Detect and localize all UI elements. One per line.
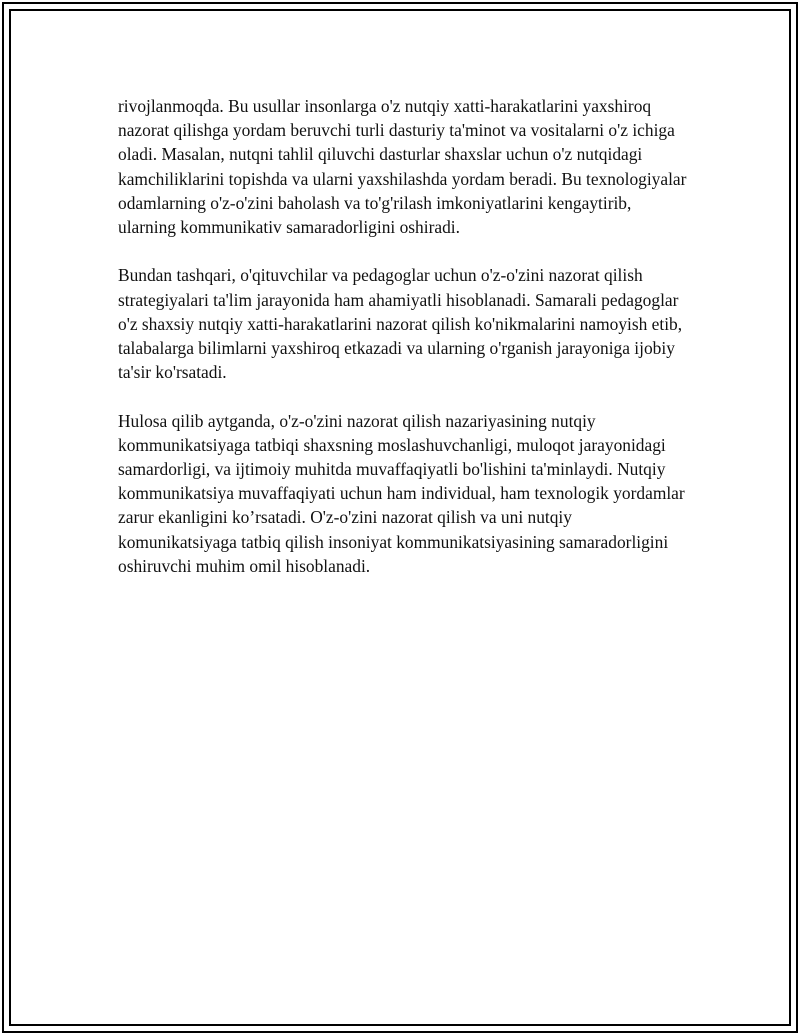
paragraph-3: Hulosa qilib aytganda, o'z-o'zini nazorat qilish nazariyasining nutqiy kommunikatsiyaga tatbiqi shaxsning moslashuvchanligi, muloqot jarayonidagi samardorligi, va ijtimoiy muhitda muvaffaqiyatli bo'lishini ta'minlaydi. Nutqiy kommunikatsiya muvaffaqiyati uchun ham individual, ham texnologik yordamlar zarur ekanligini ko’rsatadi. O'z-o'zini nazorat qilish va uni nutqiy komunikatsiyaga tatbiq qilish insoniyat kommunikatsiyasining samaradorligini oshiruvchi muhim omil hisoblanadi. — [118, 410, 685, 576]
paragraph-1: rivojlanmoqda. Bu usullar insonlarga o'z nutqiy xatti-harakatlarini yaxshiroq nazorat qilishga yordam beruvchi turli dasturiy ta'minot va vositalarni o'z ichiga oladi. Masalan, nutqni tahlil qiluvchi dasturlar shaxslar uchun o'z nutqidagi kamchiliklarini topishda va ularni yaxshilashda yordam beradi. Bu texnologiyalar odamlarning o'z-o'zini baholash va to'g'rilash imkoniyatlarini kengaytirib, ularning kommunikativ samaradorligini oshiradi. — [118, 96, 687, 238]
document-body — [118, 94, 690, 602]
paragraph-2: Bundan tashqari, o'qituvchilar va pedagoglar uchun o'z-o'zini nazorat qilish strategiyalari ta'lim jarayonida ham ahamiyatli hisoblanadi. Samarali pedagoglar o'z shaxsiy nutqiy xatti-harakatlarini nazorat qilish ko'nikmalarini namoyish etib, talabalarga bilimlarni yaxshiroq etkazadi va ularning o'rganish jarayoniga ijobiy ta'sir ko'rsatadi. — [118, 265, 683, 383]
